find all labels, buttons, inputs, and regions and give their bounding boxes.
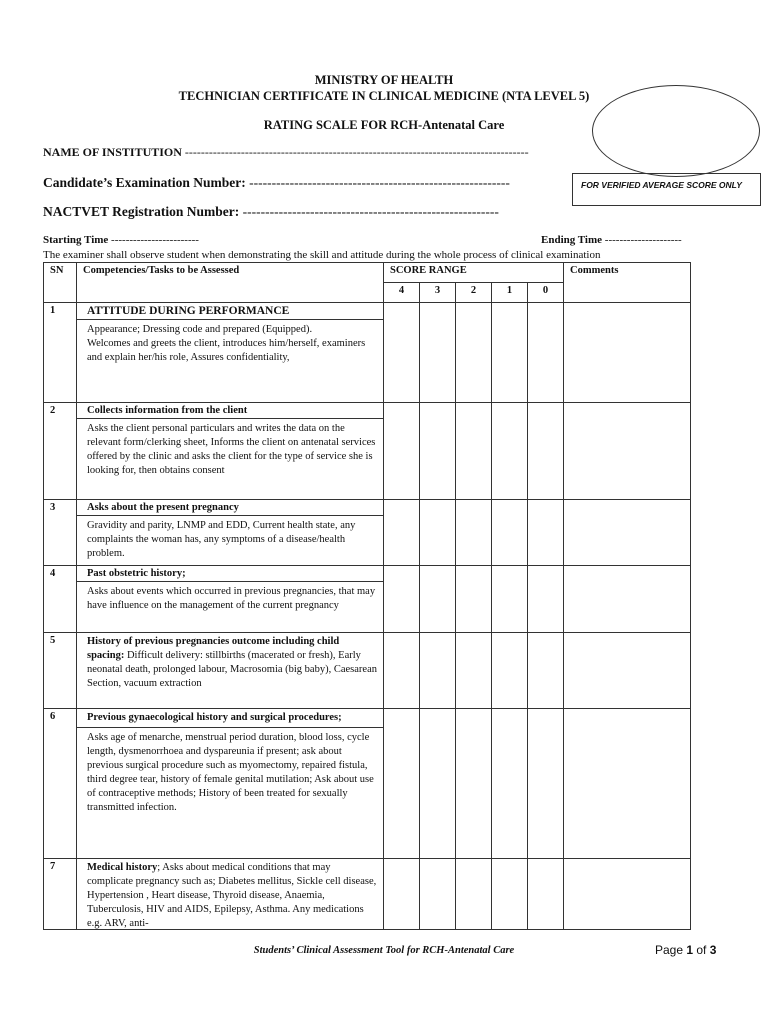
row-sn: 2 bbox=[44, 403, 77, 500]
comments-cell[interactable] bbox=[564, 500, 691, 566]
table-row bbox=[44, 566, 691, 633]
page-total: 3 bbox=[709, 943, 717, 957]
score-3: 3 bbox=[420, 283, 456, 303]
row-title: ATTITUDE DURING PERFORMANCE bbox=[87, 305, 290, 317]
score-cell-4[interactable] bbox=[384, 709, 420, 859]
table-header-row bbox=[44, 263, 691, 283]
row-title bbox=[77, 633, 383, 693]
row-sn: 6 bbox=[44, 709, 77, 859]
verified-score-box: FOR VERIFIED AVERAGE SCORE ONLY bbox=[572, 173, 761, 206]
score-cell-0[interactable] bbox=[528, 303, 564, 403]
row-competency bbox=[77, 633, 384, 709]
score-cell-2[interactable] bbox=[456, 633, 492, 709]
exam-number-label: Candidate’s Examination Number: bbox=[43, 175, 246, 190]
institution-dashes: -------------------------------------------------------------------------------------- bbox=[184, 145, 529, 159]
score-cell-2[interactable] bbox=[456, 709, 492, 859]
score-cell-3[interactable] bbox=[420, 403, 456, 500]
table-row bbox=[44, 303, 691, 403]
starting-time-label: Starting Time bbox=[43, 234, 109, 246]
institution-label: NAME OF INSTITUTION bbox=[43, 145, 182, 159]
rating-scale-title: RATING SCALE FOR RCH-Antenatal Care bbox=[263, 118, 505, 132]
score-cell-0[interactable] bbox=[528, 709, 564, 859]
row-competency bbox=[77, 709, 384, 859]
ending-time-dashes: --------------------- bbox=[604, 234, 682, 246]
score-cell-3[interactable] bbox=[420, 500, 456, 566]
score-cell-2[interactable] bbox=[456, 500, 492, 566]
ending-time-label: Ending Time bbox=[541, 234, 603, 246]
score-1: 1 bbox=[492, 283, 528, 303]
row-sn: 5 bbox=[44, 633, 77, 709]
score-cell-4[interactable] bbox=[384, 566, 420, 633]
row-title-bold: Medical history bbox=[87, 862, 158, 873]
col-sn: SN bbox=[44, 263, 77, 303]
row-competency bbox=[77, 303, 384, 403]
score-0: 0 bbox=[528, 283, 564, 303]
comments-cell[interactable] bbox=[564, 633, 691, 709]
row-title: Collects information from the client bbox=[87, 405, 248, 416]
score-2: 2 bbox=[456, 283, 492, 303]
comments-cell[interactable] bbox=[564, 403, 691, 500]
col-comments: Comments bbox=[564, 263, 691, 303]
comments-cell[interactable] bbox=[564, 303, 691, 403]
certificate-title: TECHNICIAN CERTIFICATE IN CLINICAL MEDICINE (NTA LEVEL 5) bbox=[178, 89, 590, 103]
score-cell-1[interactable] bbox=[492, 403, 528, 500]
row-sn: 1 bbox=[44, 303, 77, 403]
score-cell-1[interactable] bbox=[492, 500, 528, 566]
ministry-title: MINISTRY OF HEALTH bbox=[314, 73, 454, 87]
page-of: of bbox=[693, 943, 710, 957]
score-cell-4[interactable] bbox=[384, 403, 420, 500]
row-title-bold: History of previous pregnancies outcome including child spacing: bbox=[87, 636, 340, 661]
row-description: Asks about events which occurred in previous pregnancies, that may have influence on the management of the current pregnancy bbox=[77, 581, 383, 616]
score-cell-0[interactable] bbox=[528, 500, 564, 566]
score-cell-2[interactable] bbox=[456, 859, 492, 930]
row-description: Asks the client personal particulars and writes the data on the relevant form/clerking sheet, Informs the client on antenatal services offered by the clinic and asks the client for the type of service she is looking for, then obtains consent bbox=[77, 418, 383, 481]
row-competency bbox=[77, 403, 384, 500]
score-cell-1[interactable] bbox=[492, 303, 528, 403]
starting-time-dashes: ------------------------ bbox=[111, 234, 199, 246]
row-description: Gravidity and parity, LNMP and EDD, Current health state, any complaints the woman has, any symptoms of a disease/health problem. bbox=[77, 515, 383, 564]
score-cell-3[interactable] bbox=[420, 566, 456, 633]
table-row bbox=[44, 859, 691, 930]
score-cell-4[interactable] bbox=[384, 859, 420, 930]
score-cell-1[interactable] bbox=[492, 859, 528, 930]
score-cell-3[interactable] bbox=[420, 303, 456, 403]
comments-cell[interactable] bbox=[564, 709, 691, 859]
score-cell-0[interactable] bbox=[528, 403, 564, 500]
score-cell-4[interactable] bbox=[384, 500, 420, 566]
nactvet-label: NACTVET Registration Number: bbox=[43, 204, 240, 219]
score-4: 4 bbox=[384, 283, 420, 303]
row-title: Previous gynaecological history and surgical procedures; bbox=[87, 712, 342, 723]
col-competencies: Competencies/Tasks to be Assessed bbox=[77, 263, 384, 303]
score-cell-1[interactable] bbox=[492, 633, 528, 709]
table-row bbox=[44, 633, 691, 709]
exam-number-field[interactable] bbox=[43, 175, 510, 191]
row-title: Past obstetric history; bbox=[87, 568, 186, 579]
score-cell-2[interactable] bbox=[456, 566, 492, 633]
score-cell-1[interactable] bbox=[492, 566, 528, 633]
nactvet-dashes: --------------------------------------------------------- bbox=[242, 204, 499, 219]
row-competency bbox=[77, 566, 384, 633]
score-cell-0[interactable] bbox=[528, 633, 564, 709]
row-title-rest: Difficult delivery: stillbirths (macerated or fresh), Early neonatal death, prolonged labour, Macrosomia (big baby), Caesarean Section, vacuum extraction bbox=[87, 650, 377, 689]
score-cell-3[interactable] bbox=[420, 859, 456, 930]
score-cell-3[interactable] bbox=[420, 709, 456, 859]
score-cell-3[interactable] bbox=[420, 633, 456, 709]
row-title-rest: ; Asks about medical conditions that may complicate pregnancy such as; Diabetes mellitus, Sickle cell disease, Hypertension , Heart disease, Thyroid disease, Anaemia, Tuberculosis, HIV and AIDS, Epilepsy, Asthma. Any medications e.g. ARV, anti- bbox=[87, 862, 377, 929]
row-competency bbox=[77, 500, 384, 566]
page-indicator bbox=[655, 943, 716, 957]
row-title: Asks about the present pregnancy bbox=[87, 502, 239, 513]
col-score-range: SCORE RANGE bbox=[384, 263, 564, 283]
score-cell-1[interactable] bbox=[492, 709, 528, 859]
score-cell-2[interactable] bbox=[456, 403, 492, 500]
examiner-instruction: The examiner shall observe student when demonstrating the skill and attitude during the whole process of clinical examination bbox=[43, 249, 601, 261]
page-prefix: Page bbox=[655, 943, 687, 957]
stamp-oval bbox=[592, 85, 760, 177]
ending-time-field[interactable] bbox=[541, 234, 682, 246]
row-sn: 7 bbox=[44, 859, 77, 930]
score-cell-0[interactable] bbox=[528, 566, 564, 633]
row-sn: 4 bbox=[44, 566, 77, 633]
score-cell-0[interactable] bbox=[528, 859, 564, 930]
score-cell-4[interactable] bbox=[384, 633, 420, 709]
row-title bbox=[77, 859, 383, 929]
table-row bbox=[44, 403, 691, 500]
comments-cell[interactable] bbox=[564, 566, 691, 633]
footer-title: Students’ Clinical Assessment Tool for RCH-Antenatal Care bbox=[253, 945, 515, 956]
row-description: Asks age of menarche, menstrual period duration, blood loss, cycle length, dysmenorrhoea and dyspareunia if present; ask about previous surgical procedure such as myomectomy, repaired fistula, third degree tear, history of female genital mutilation; Ask about use of contraceptive methods; History of been treated for sexually transmitted infection. bbox=[77, 727, 383, 818]
nactvet-field[interactable] bbox=[43, 204, 499, 220]
institution-field[interactable] bbox=[43, 145, 529, 160]
score-cell-4[interactable] bbox=[384, 303, 420, 403]
row-competency bbox=[77, 859, 384, 930]
comments-cell[interactable] bbox=[564, 859, 691, 930]
table-row bbox=[44, 500, 691, 566]
row-description: Appearance; Dressing code and prepared (Equipped). Welcomes and greets the client, introduces him/herself, examiners and explain her/his role, Assures confidentiality, bbox=[77, 319, 383, 368]
score-cell-2[interactable] bbox=[456, 303, 492, 403]
starting-time-field[interactable] bbox=[43, 234, 199, 246]
assessment-table bbox=[43, 262, 691, 930]
table-row bbox=[44, 709, 691, 859]
row-sn: 3 bbox=[44, 500, 77, 566]
exam-number-dashes: ---------------------------------------------------------- bbox=[249, 175, 510, 190]
page-number: 1 bbox=[686, 943, 694, 957]
